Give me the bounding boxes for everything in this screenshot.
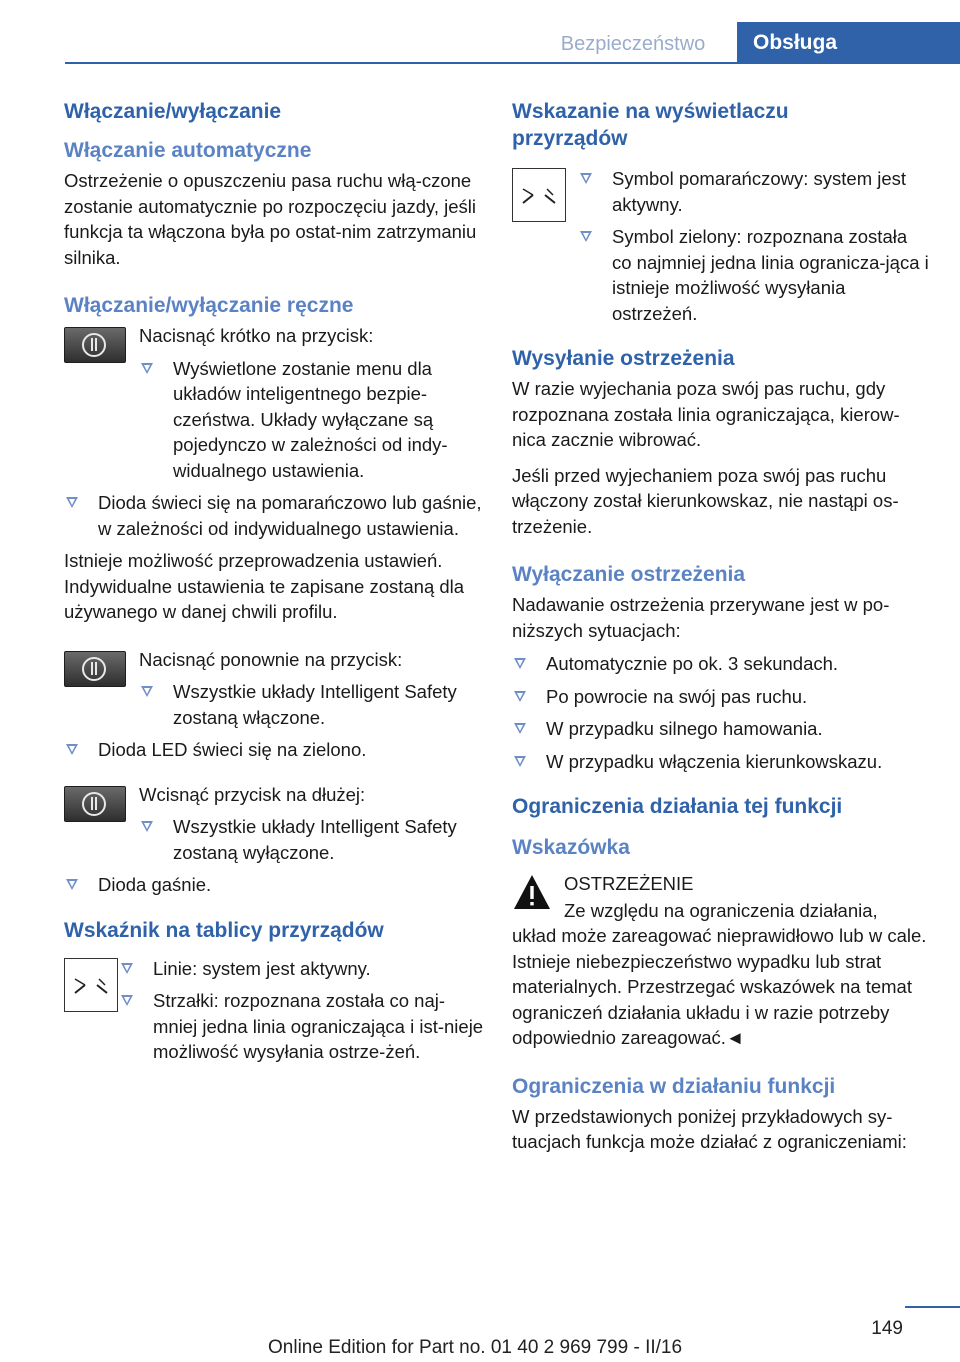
tab-security[interactable]: Bezpieczeństwo xyxy=(560,33,706,55)
list-item: Symbol pomarańczowy: system jest aktywny. xyxy=(578,166,930,217)
left-column xyxy=(64,98,484,1072)
lane-departure-icon xyxy=(512,168,566,222)
warning-text: układ może zareagować nieprawidłowo lub w cale. Istnieje niebezpieczeństwo wypadku lub strat materialnych. Przestrzegać wskazówek na temat ograniczeń działania układu i w razie potrzeby odpowiednio zareagować.◄ xyxy=(512,925,927,1048)
bullet-triangle-icon xyxy=(580,173,592,184)
list-item: Wszystkie układy Intelligent Safety zostaną włączone. xyxy=(139,679,484,730)
heading-on-off: Włączanie/wyłączanie xyxy=(64,100,282,123)
heading-display: Wskazanie na wyświetlaczu przyrządów xyxy=(512,100,789,150)
paragraph-warning-2: Jeśli przed wyjechaniem poza swój pas ruchu włączony został kierunkowskaz, nie nastąpi os-trzeżenie. xyxy=(512,464,899,537)
heading-note: Wskazówka xyxy=(512,836,630,859)
safety-button-icon xyxy=(64,327,126,363)
heading-warning: Wysyłanie ostrzeżenia xyxy=(512,347,735,370)
heading-cluster: Wskaźnik na tablicy przyrządów xyxy=(64,918,384,942)
warning-label: OSTRZEŻENIE xyxy=(564,873,694,894)
heading-limits: Ograniczenia działania tej funkcji xyxy=(512,795,843,818)
bullet-triangle-icon xyxy=(514,658,526,669)
paragraph-warning-1: W razie wyjechania poza swój pas ruchu, gdy rozpoznana została linia ograniczająca, kierow-nica zacznie wibrować. xyxy=(512,378,900,450)
heading-manual: Włączanie/wyłączanie ręczne xyxy=(64,294,354,317)
tab-operation[interactable]: Obsługa xyxy=(737,22,960,62)
page-number: 149 xyxy=(871,1318,903,1339)
heading-auto-on: Włączanie automatyczne xyxy=(64,139,312,162)
bullet-triangle-icon xyxy=(66,497,78,508)
list-item: Po powrocie na swój pas ruchu. xyxy=(512,684,930,710)
warning-triangle-icon xyxy=(512,873,552,916)
paragraph-warning-off: Nadawanie ostrzeżenia przerywane jest w po-niższych sytuacjach: xyxy=(512,594,890,641)
safety-button-icon xyxy=(64,786,126,822)
bullet-triangle-icon xyxy=(514,756,526,767)
cluster-block xyxy=(64,956,484,1065)
bullet-triangle-icon xyxy=(141,821,153,832)
footer-rule xyxy=(905,1306,960,1308)
heading-limits-2: Ograniczenia w działaniu funkcji xyxy=(512,1074,836,1098)
press-short-block xyxy=(64,323,484,483)
press-again-block xyxy=(64,647,484,731)
bullet-triangle-icon xyxy=(121,963,133,974)
warning-first-line: Ze względu na ograniczenia działania, xyxy=(564,899,878,921)
warning-block xyxy=(512,871,930,1051)
press-long-block xyxy=(64,782,484,866)
right-column xyxy=(512,98,930,1165)
bullet-triangle-icon xyxy=(121,995,133,1006)
paragraph-auto-on: Ostrzeżenie o opuszczeniu pasa ruchu włą-czone zostanie automatycznie po rozpoczęciu jazdy, jeśli funkcja ta włączona była po ostat-nim zatrzymaniu silnika. xyxy=(64,170,477,268)
list-item: W przypadku włączenia kierunkowskazu. xyxy=(512,749,930,775)
paragraph-limits-2: W przedstawionych poniżej przykładowych sy-tuacjach funkcja może działać z ograniczeniami: xyxy=(512,1105,907,1152)
bullet-triangle-icon xyxy=(580,231,592,242)
press-again-text: Nacisnąć ponownie na przycisk: xyxy=(139,648,403,670)
bullet-triangle-icon xyxy=(514,691,526,702)
paragraph-settings: Istnieje możliwość przeprowadzenia ustawień. Indywidualne ustawienia te zapisane zostaną dla używanego w danej chwili profilu. xyxy=(64,550,465,622)
heading-warning-off: Wyłączanie ostrzeżenia xyxy=(512,563,746,586)
bullet-triangle-icon xyxy=(141,363,153,374)
header-rule xyxy=(65,62,960,64)
bullet-triangle-icon xyxy=(141,686,153,697)
list-item: W przypadku silnego hamowania. xyxy=(512,716,930,742)
press-short-text: Nacisnąć krótko na przycisk: xyxy=(139,325,374,346)
bullet-triangle-icon xyxy=(66,879,78,890)
list-item: Strzałki: rozpoznana została co naj-mniej jedna linia ograniczająca i ist-nieje możliwość wysyłania ostrze-żeń. xyxy=(119,988,484,1065)
list-item: Dioda gaśnie. xyxy=(64,872,484,898)
list-item: Automatycznie po ok. 3 sekundach. xyxy=(512,651,930,677)
header-bar xyxy=(0,0,960,64)
list-item: Symbol zielony: rozpoznana została co najmniej jedna linia ogranicza-jąca i istnieje możliwość wysyłania ostrzeżeń. xyxy=(578,224,930,326)
bullet-triangle-icon xyxy=(514,723,526,734)
list-item: Dioda świeci się na pomarańczowo lub gaśnie, w zależności od indywidualnego ustawienia. xyxy=(64,490,484,541)
edition-footer: Online Edition for Part no. 01 40 2 969 799 - II/16 xyxy=(268,1337,683,1358)
display-block xyxy=(512,166,930,326)
list-item: Linie: system jest aktywny. xyxy=(119,956,484,982)
safety-button-icon xyxy=(64,651,126,687)
bullet-triangle-icon xyxy=(66,744,78,755)
lane-departure-icon xyxy=(64,958,118,1012)
list-item: Dioda LED świeci się na zielono. xyxy=(64,737,484,763)
list-item: Wszystkie układy Intelligent Safety zostaną wyłączone. xyxy=(139,814,484,865)
list-item: Wyświetlone zostanie menu dla układów inteligentnego bezpie-czeństwa. Układy wyłączane są pojedynczo w zależności od indy-widualnego ustawienia. xyxy=(139,356,484,484)
press-long-text: Wcisnąć przycisk na dłużej: xyxy=(139,783,366,805)
